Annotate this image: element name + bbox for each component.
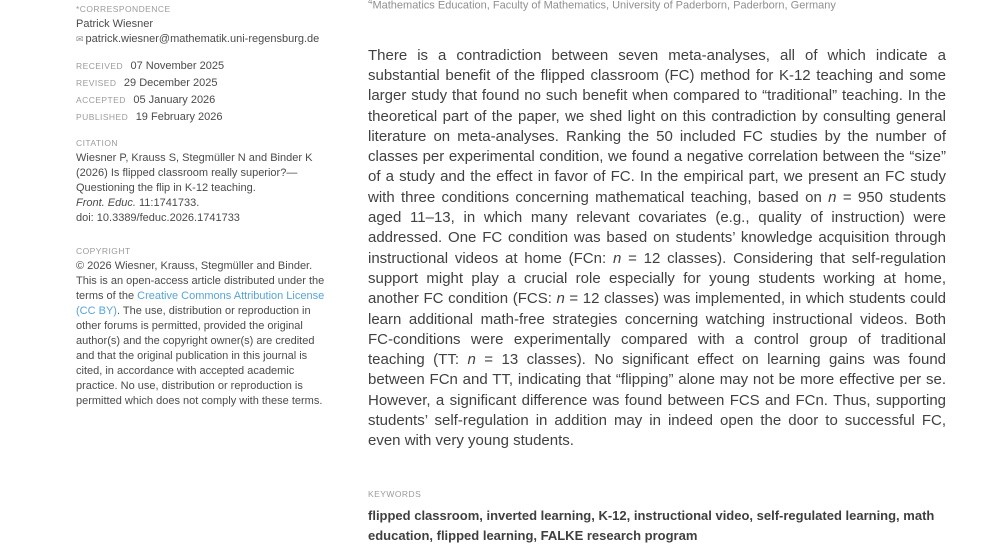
- citation-text: Wiesner P, Krauss S, Stegmüller N and Binder K (2026) Is flipped classroom really superior?—Questioning the flip in K-12 teaching. Front. Educ. 11:1741733. doi: 10.3389/feduc.2026.1741733: [76, 152, 313, 224]
- correspondence-author: Patrick Wiesner: [76, 18, 154, 30]
- history-label: REVISED: [76, 78, 117, 88]
- keywords-label: KEYWORDS: [368, 488, 422, 499]
- history-label: RECEIVED: [76, 61, 124, 71]
- copyright-label: COPYRIGHT: [76, 246, 131, 256]
- correspondence-email[interactable]: patrick.wiesner@mathematik.uni-regensburg.de: [85, 33, 320, 45]
- history-value: 07 November 2025: [130, 60, 225, 72]
- correspondence-section: [76, 3, 329, 47]
- history-value: 19 February 2026: [135, 111, 223, 123]
- affiliation-line: [368, 0, 946, 13]
- left-sidebar: [76, 3, 329, 409]
- citation-label: CITATION: [76, 138, 119, 148]
- history-value: 05 January 2026: [133, 94, 216, 106]
- correspondence-label: *CORRESPONDENCE: [76, 4, 171, 14]
- history-row-published: [76, 108, 329, 125]
- main-column: [368, 0, 946, 546]
- affiliation-text: Mathematics Education, Faculty of Mathematics, University of Paderborn, Paderborn, Germany: [372, 0, 836, 12]
- history-row-received: [76, 57, 329, 74]
- correspondence-email-row: [76, 32, 329, 47]
- history-label: PUBLISHED: [76, 112, 129, 122]
- abstract-text: There is a contradiction between seven meta-analyses, all of which indicate a substantial benefit of the flipped classroom (FC) method for K-12 teaching and some larger study that found no such benefit when compared to “traditional” teaching. In the theoretical part of the paper, we shed light on this contradiction by consulting general literature on meta-analyses. Ranking the 50 included FC studies by the number of classes per experimental condition, we found a negative correlation between the “size” of a study and the effect in favor of FC. In the empirical part, we present an FC study with three conditions concerning mathematical teaching, based on n = 950 students aged 11–13, in which many relevant covariates (e.g., quality of instruction) were addressed. One FC condition was based on students’ knowledge acquisition through instructional videos at home (FCn: n = 12 classes). Considering that self-regulation support might play a crucial role especially for young students working at home, another FC condition (FCS: n = 12 classes) was implemented, in which students could learn additional math-free strategies concerning watching instructional videos. Both FC-conditions were experimentally compared with a control group of traditional teaching (TT: n = 13 classes). No significant effect on learning gains was found between FCn and TT, indicating that “flipping” alone may not be more effective per se. However, a significant difference was found between FCS and FCn. Thus, supporting students’ self-regulation in addition may in indeed open the door to successful FC, even with very young students.: [368, 46, 947, 450]
- envelope-icon: ✉: [76, 34, 84, 44]
- history-label: ACCEPTED: [76, 95, 126, 105]
- history-row-revised: [76, 74, 329, 91]
- affiliation-marker: 4: [368, 0, 373, 6]
- creative-commons-license-link[interactable]: Creative Commons Attribution License (CC BY): [76, 290, 325, 317]
- keywords-section: [368, 488, 946, 546]
- copyright-section: [76, 245, 329, 409]
- copyright-text: © 2026 Wiesner, Krauss, Stegmüller and Binder. This is an open-access article distributed under the terms of the Creative Commons Attribution License (CC BY). The use, distribution or reproduction in other forums is permitted, provided the original author(s) and the copyright owner(s) are credited and that the original publication in this journal is cited, in accordance with accepted academic practice. No use, distribution or reproduction is permitted which does not comply with these terms.: [76, 260, 325, 407]
- history-row-accepted: [76, 91, 329, 108]
- citation-section: [76, 137, 329, 226]
- keywords-text: flipped classroom, inverted learning, K-12, instructional video, self-regulated learning, math education, flipped learning, FALKE research program: [368, 507, 935, 543]
- history-value: 29 December 2025: [123, 77, 218, 89]
- article-history-section: [76, 57, 329, 125]
